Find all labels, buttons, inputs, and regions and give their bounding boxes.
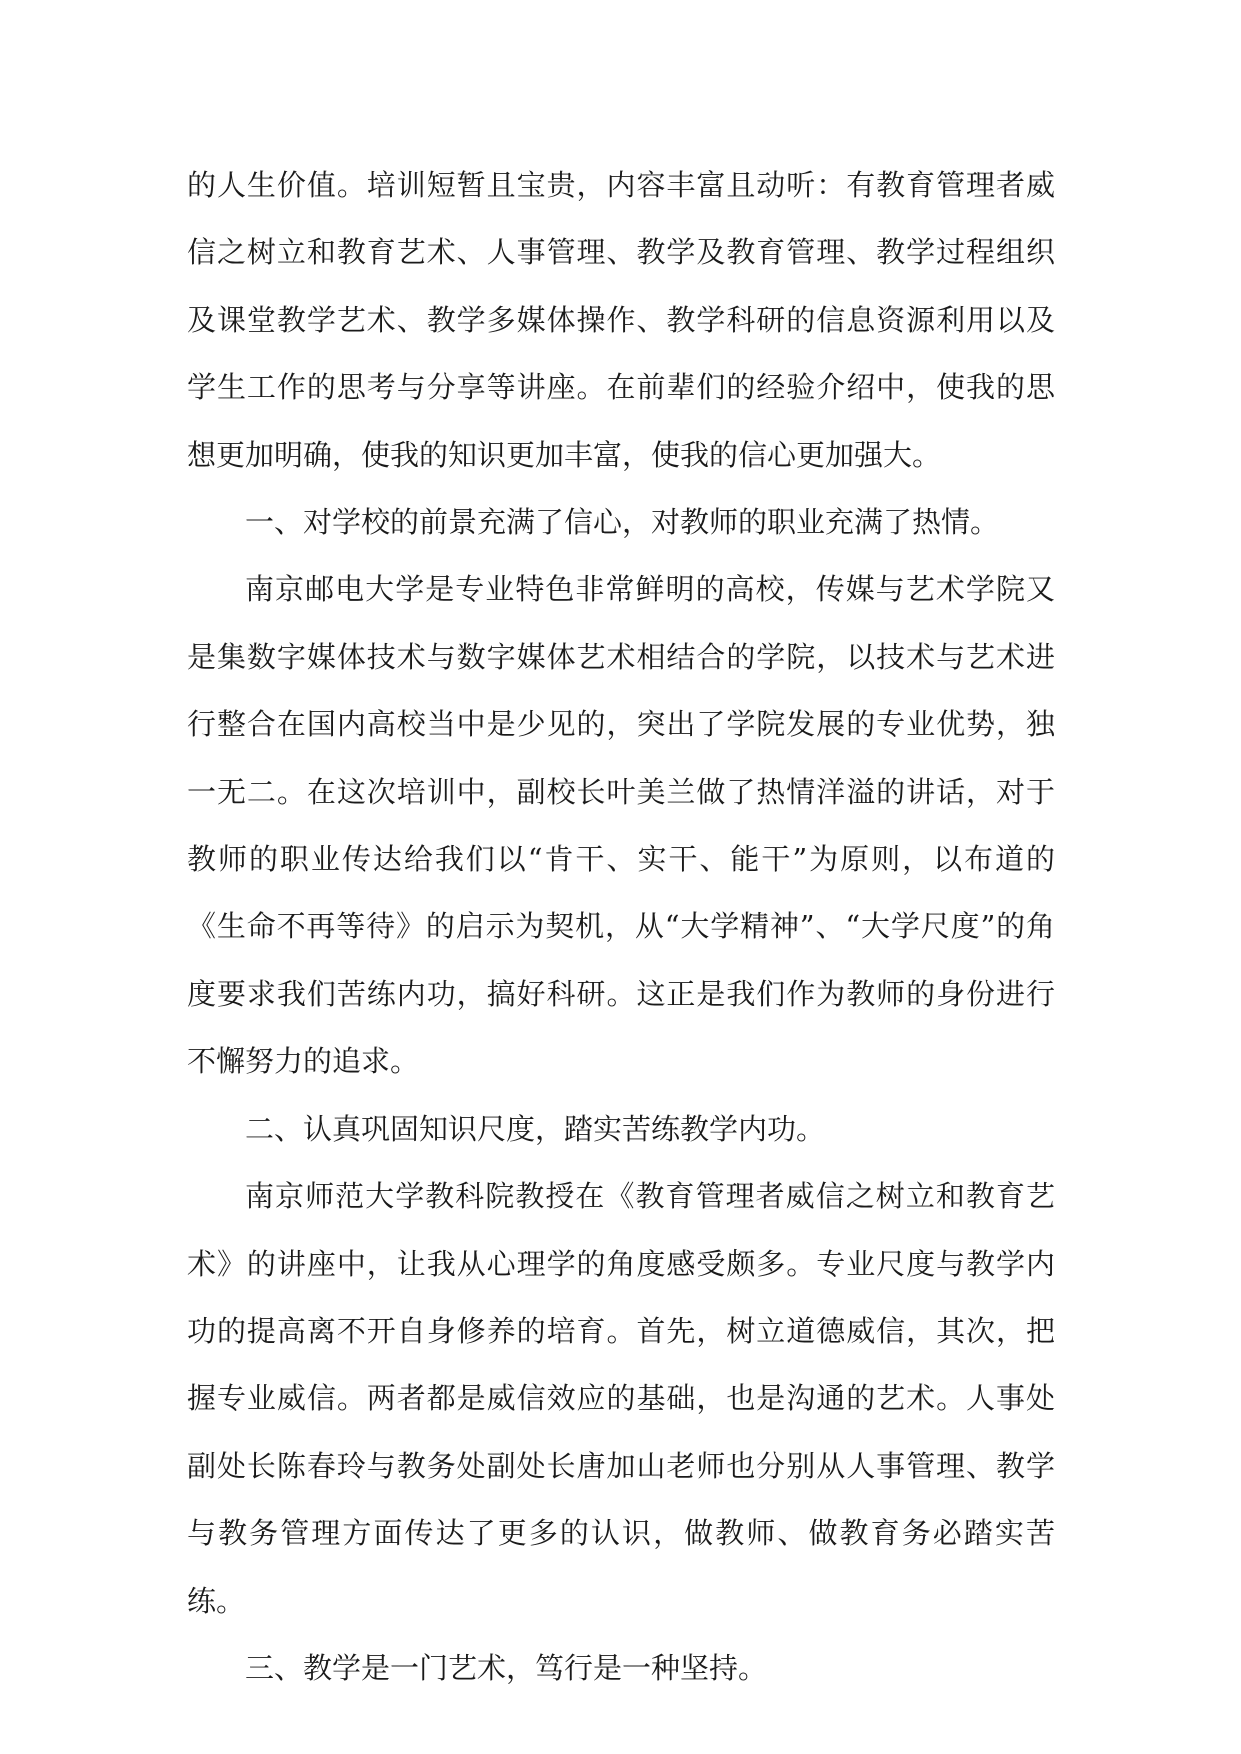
paragraph-1: 的人生价值。培训短暂且宝贵，内容丰富且动听：有教育管理者威信之树立和教育艺术、人事管理、教学及教育管理、教学过程组织及课堂教学艺术、教学多媒体操作、教学科研的信息资源利用以及学生工作的思考与分享等讲座。在前辈们的经验介绍中，使我的思想更加明确，使我的知识更加丰富，使我的信心更加强大。 (187, 168, 1055, 472)
section-heading-2: 二、认真巩固知识尺度，踏实苦练教学内功。 (245, 1111, 826, 1146)
document-page (187, 152, 1055, 1702)
section-heading-1: 一、对学校的前景充满了信心，对教师的职业充满了热情。 (245, 505, 1000, 540)
section-heading-3: 三、教学是一门艺术，笃行是一种坚持。 (245, 1650, 768, 1685)
paragraph-2: 南京邮电大学是专业特色非常鲜明的高校，传媒与艺术学院又是集数字媒体技术与数字媒体艺术相结合的学院，以技术与艺术进行整合在国内高校当中是少见的，突出了学院发展的专业优势，独一无二。在这次培训中，副校长叶美兰做了热情洋溢的讲话，对于教师的职业传达给我们以“肯干、实干、能干”为原则，以布道的《生命不再等待》的启示为契机，从“大学精神”、“大学尺度”的角度要求我们苦练内功，搞好科研。这正是我们作为教师的身份进行不懈努力的追求。 (187, 572, 1055, 1079)
paragraph-3: 南京师范大学教科院教授在《教育管理者威信之树立和教育艺术》的讲座中，让我从心理学的角度感受颇多。专业尺度与教学内功的提高离不开自身修养的培育。首先，树立道德威信，其次，把握专业威信。两者都是威信效应的基础，也是沟通的艺术。人事处副处长陈春玲与教务处副处长唐加山老师也分别从人事管理、教学与教务管理方面传达了更多的认识，做教师、做教育务必踏实苦练。 (187, 1179, 1055, 1618)
